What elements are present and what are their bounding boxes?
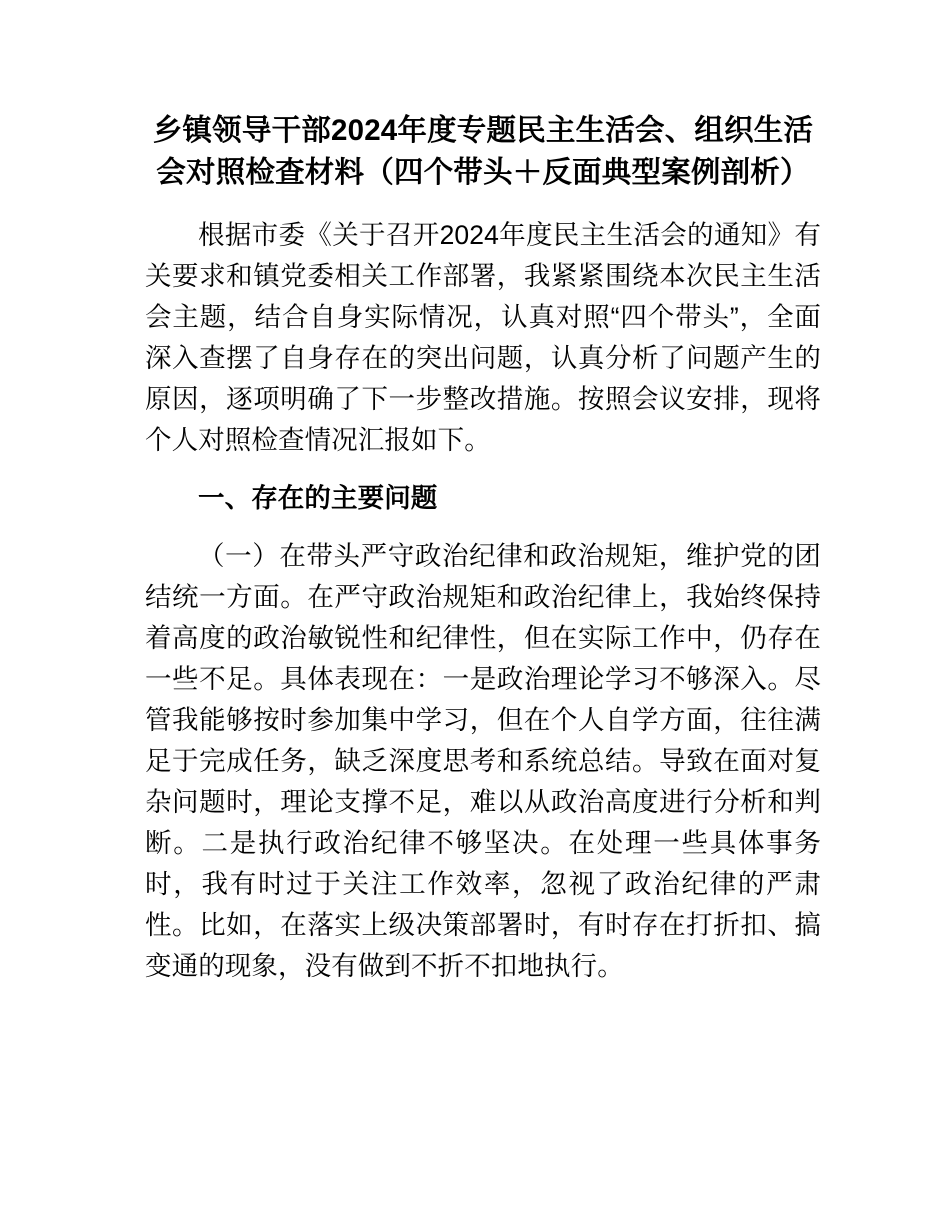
paragraph-spacer-1	[145, 461, 821, 478]
intro-paragraph: 根据市委《关于召开2024年度民主生活会的通知》有关要求和镇党委相关工作部署，我紧紧围绕本次民主生活会主题，结合自身实际情况，认真对照“四个带头”，全面深入查摆了自身存在的突出问题，认真分析了问题产生的原因，逐项明确了下一步整改措施。按照会议安排，现将个人对照检查情况汇报如下。	[145, 220, 821, 455]
paragraph-spacer-2	[145, 519, 821, 536]
subsection-paragraph-one: （一）在带头严守政治纪律和政治规矩，维护党的团结统一方面。在严守政治规矩和政治纪律上，我始终保持着高度的政治敏锐性和纪律性，但在实际工作中，仍存在一些不足。具体表现在：一是政治理论学习不够深入。尽管我能够按时参加集中学习，但在个人自学方面，往往满足于完成任务，缺乏深度思考和系统总结。导致在面对复杂问题时，理论支撑不足，难以从政治高度进行分析和判断。二是执行政治纪律不够坚决。在处理一些具体事务时，我有时过于关注工作效率，忽视了政治纪律的严肃性。比如，在落实上级决策部署时，有时存在打折扣、搞变通的现象，没有做到不折不扣地执行。	[145, 541, 821, 981]
title-body-spacer	[145, 194, 821, 215]
document-content	[145, 0, 821, 987]
section-heading-one: 一、存在的主要问题	[198, 483, 438, 513]
page-title: 乡镇领导干部2024年度专题民主生活会、组织生活会对照检查材料（四个带头＋反面典型案例剖析）	[152, 114, 814, 189]
